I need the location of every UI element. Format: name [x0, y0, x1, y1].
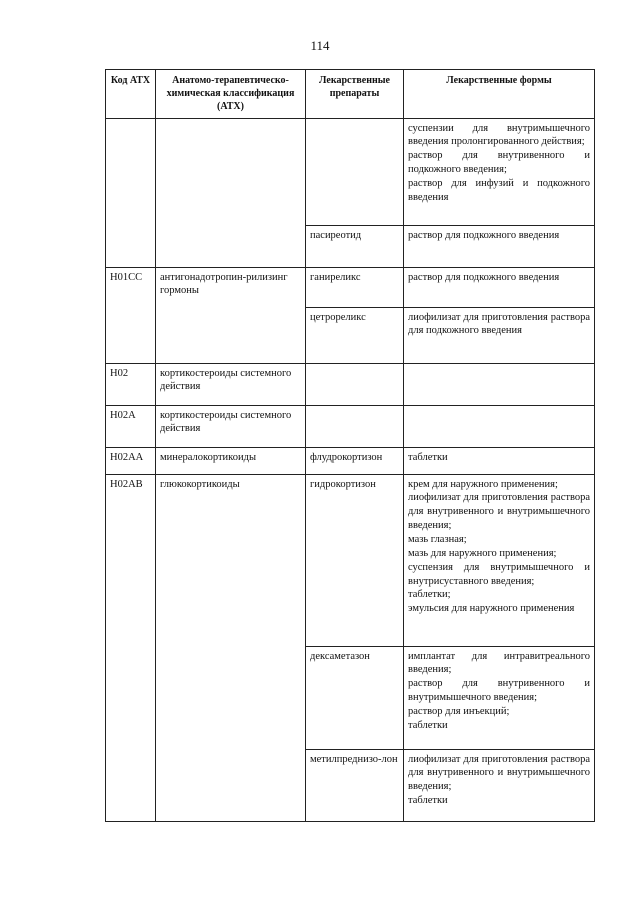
forms-cell — [404, 307, 595, 363]
drug-cell — [306, 118, 404, 225]
form-item: суспензии для внутримышечного введения пролонгированного действия; — [408, 122, 590, 148]
atx-code-cell: H02AA — [106, 447, 156, 474]
drug-cell: пасиреотид — [306, 225, 404, 267]
form-item: раствор для подкожного введения — [408, 229, 560, 241]
drug-cell: метилпреднизо-лон — [306, 749, 404, 821]
forms-cell — [404, 405, 595, 447]
form-item: мазь для наружного применения; — [408, 547, 557, 559]
form-item: лиофилизат для приготовления раствора для подкожного введения — [408, 311, 590, 337]
forms-cell — [404, 267, 595, 307]
atx-code-cell: H02A — [106, 405, 156, 447]
drug-cell: ганиреликс — [306, 267, 404, 307]
atx-code-cell: H02 — [106, 363, 156, 405]
drug-cell: дексаметазон — [306, 646, 404, 749]
table-header-row — [106, 70, 595, 119]
drug-cell: цетрореликс — [306, 307, 404, 363]
form-item: раствор для инфузий и подкожного введения — [408, 178, 590, 203]
table-row — [106, 447, 595, 474]
table-row — [106, 118, 595, 225]
form-item: таблетки; — [408, 589, 451, 601]
drug-cell: гидрокортизон — [306, 474, 404, 646]
atx-class-cell — [156, 118, 306, 267]
header-code: Код АТХ — [106, 70, 156, 119]
form-item: таблетки — [408, 451, 448, 463]
header-drugs: Лекарственные препараты — [306, 70, 404, 119]
form-item: раствор для внутривенного и внутримышечного введения; — [408, 678, 590, 704]
form-item: мазь глазная; — [408, 534, 467, 545]
forms-cell — [404, 363, 595, 405]
atx-class-cell: кортикостероиды системного действия — [156, 363, 306, 405]
forms-cell — [404, 749, 595, 821]
atx-class-cell: минералокортикоиды — [156, 447, 306, 474]
atx-code-cell — [106, 118, 156, 267]
table-row — [106, 363, 595, 405]
atx-class-cell: кортикостероиды системного действия — [156, 405, 306, 447]
form-item: лиофилизат для приготовления раствора для внутривенного и внутримышечного введения; — [408, 753, 590, 793]
forms-cell — [404, 118, 595, 225]
header-classification: Анатомо-терапевтическо-химическая классификация (АТХ) — [156, 70, 306, 119]
form-item: имплантат для интравитреального введения; — [408, 650, 590, 676]
form-item: крем для наружного применения; — [408, 478, 558, 490]
drug-cell — [306, 363, 404, 405]
forms-cell — [404, 474, 595, 646]
form-item: суспензия для внутримышечного и внутрисуставного введения; — [408, 561, 590, 587]
atx-class-cell: глюкокортикоиды — [156, 474, 306, 821]
atx-code-cell: H02AB — [106, 474, 156, 821]
form-item: раствор для подкожного введения — [408, 271, 560, 283]
atx-code-cell: H01CC — [106, 267, 156, 363]
table-row — [106, 267, 595, 307]
form-item: лиофилизат для приготовления раствора для внутривенного и внутримышечного введения; — [408, 492, 590, 532]
form-item: раствор для инъекций; — [408, 706, 510, 717]
forms-cell — [404, 447, 595, 474]
forms-cell — [404, 646, 595, 749]
form-item: таблетки — [408, 795, 448, 807]
form-item: таблетки — [408, 719, 448, 731]
header-forms: Лекарственные формы — [404, 70, 595, 119]
form-item: раствор для внутривенного и подкожного введения; — [408, 150, 590, 176]
atx-table — [105, 69, 595, 822]
atx-class-cell: антигонадотропин-рилизинг гормоны — [156, 267, 306, 363]
form-item: эмульсия для наружного применения — [408, 603, 575, 615]
forms-cell — [404, 225, 595, 267]
drug-cell: флудрокортизон — [306, 447, 404, 474]
drug-cell — [306, 405, 404, 447]
table-row — [106, 474, 595, 646]
table-row — [106, 405, 595, 447]
page-number: 114 — [310, 38, 330, 53]
